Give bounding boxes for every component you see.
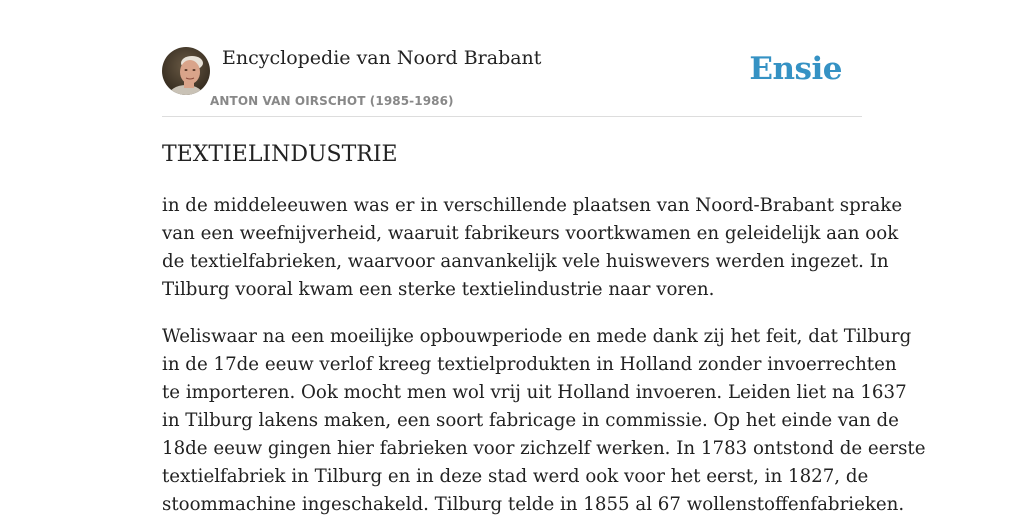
text-line: 18de eeuw gingen hier fabrieken voor zichzelf werken. In 1783 ontstond de eerste bbox=[162, 438, 926, 459]
author-name[interactable]: ANTON VAN OIRSCHOT (1985-1986) bbox=[210, 94, 454, 108]
publication-title[interactable]: Encyclopedie van Noord Brabant bbox=[222, 47, 542, 69]
header bbox=[162, 0, 862, 117]
text-line: te importeren. Ook mocht men wol vrij uit Holland invoeren. Leiden liet na 1637 bbox=[162, 382, 907, 403]
text-line: Weliswaar na een moeilijke opbouwperiode en mede dank zij het feit, dat Tilburg bbox=[162, 326, 912, 347]
text-line: textielfabriek in Tilburg en in deze stad werd ook voor het eerst, in 1827, de bbox=[162, 466, 869, 487]
text-line: stoommachine ingeschakeld. Tilburg telde in 1855 al 67 wollenstoffenfabrieken. bbox=[162, 494, 905, 515]
text-line: van een weefnijverheid, waaruit fabrikeurs voortkwamen en geleidelijk aan ook bbox=[162, 223, 899, 244]
text-line: in de 17de eeuw verlof kreeg textielprodukten in Holland zonder invoerrechten bbox=[162, 354, 897, 375]
text-line: Tilburg vooral kwam een sterke textielindustrie naar voren. bbox=[162, 279, 715, 300]
article-title: TEXTIELINDUSTRIE bbox=[162, 142, 398, 167]
ensie-logo[interactable]: Ensie bbox=[749, 51, 842, 87]
author-avatar[interactable] bbox=[162, 47, 210, 95]
page-container bbox=[162, 0, 926, 515]
text-line: in Tilburg lakens maken, een soort fabricage in commissie. Op het einde van de bbox=[162, 410, 899, 431]
text-line: in de middeleeuwen was er in verschillende plaatsen van Noord-Brabant sprake bbox=[162, 195, 903, 216]
article-paragraph bbox=[162, 323, 926, 519]
article-paragraph bbox=[162, 192, 903, 304]
text-line: de textielfabrieken, waarvoor aanvankelijk vele huiswevers werden ingezet. In bbox=[162, 251, 889, 272]
portrait-image bbox=[162, 47, 210, 95]
